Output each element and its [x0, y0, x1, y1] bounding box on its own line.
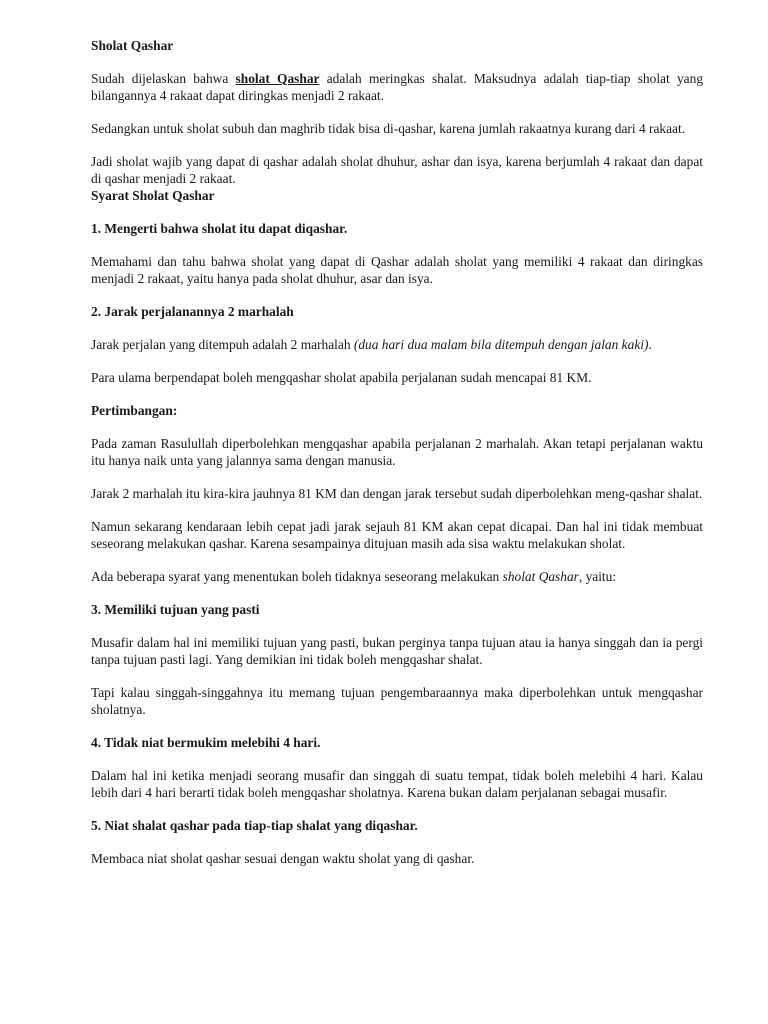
- pertimbangan-paragraph-2: Jarak 2 marhalah itu kira-kira jauhnya 81 KM dan dengan jarak tersebut sudah diperbolehkan meng-qashar shalat.: [91, 486, 703, 501]
- syarat-4-heading: 4. Tidak niat bermukim melebihi 4 hari.: [91, 735, 321, 750]
- syarat-2-body-before: Jarak perjalan yang ditempuh adalah 2 marhalah: [91, 337, 354, 352]
- paragraph-subuh: Sedangkan untuk sholat subuh dan maghrib tidak bisa di-qashar, karena jumlah rakaatnya kurang dari 4 rakaat.: [91, 121, 686, 136]
- pert-4-after: , yaitu:: [578, 569, 617, 584]
- intro-text-after: adalah meringkas shalat. Maksudnya adalah tiap-tiap sholat yang bilangannya 4 rakaat dapat diringkas menjadi 2 rakaat.: [91, 71, 704, 103]
- intro-paragraph: [91, 70, 703, 104]
- syarat-2-ulama: Para ulama berpendapat boleh mengqashar sholat apabila perjalanan sudah mencapai 81 KM.: [91, 370, 592, 385]
- syarat-heading: Syarat Sholat Qashar: [91, 188, 215, 203]
- syarat-1-heading: 1. Mengerti bahwa sholat itu dapat diqashar.: [91, 221, 348, 236]
- sholat-qashar-link[interactable]: sholat Qashar: [235, 71, 320, 86]
- syarat-3-body-1: Musafir dalam hal ini memiliki tujuan yang pasti, bukan perginya tanpa tujuan atau ia hanya singgah dan ia pergi tanpa tujuan pasti lagi. Yang demikian ini tidak boleh mengqashar shalat.: [91, 635, 703, 667]
- syarat-3-body-2: Tapi kalau singgah-singgahnya itu memang tujuan pengembaraannya maka diperbolehkan untuk mengqashar sholatnya.: [91, 685, 703, 717]
- syarat-1-body: Memahami dan tahu bahwa sholat yang dapat di Qashar adalah sholat yang memiliki 4 rakaat dan diringkas menjadi 2 rakaat, yaitu hanya pada sholat dhuhur, asar dan isya.: [91, 254, 703, 286]
- document-page: [91, 37, 703, 883]
- pertimbangan-paragraph-3: Namun sekarang kendaraan lebih cepat jadi jarak sejauh 81 KM akan cepat dicapai. Dan hal ini tidak membuat seseorang melakukan qashar. Karena sesampainya ditujuan masih ada sisa waktu melakukan sholat.: [91, 519, 703, 551]
- syarat-2-heading: 2. Jarak perjalanannya 2 marhalah: [91, 304, 294, 319]
- syarat-2-body-after: .: [648, 337, 652, 352]
- document-title: Sholat Qashar: [91, 38, 174, 53]
- paragraph-wajib: Jadi sholat wajib yang dapat di qashar adalah sholat dhuhur, ashar dan isya, karena berjumlah 4 rakaat dan dapat di qashar menjadi 2 rakaat.: [91, 154, 703, 186]
- pertimbangan-paragraph-4: [91, 568, 703, 585]
- syarat-5-body: Membaca niat sholat qashar sesuai dengan waktu sholat yang di qashar.: [91, 851, 475, 866]
- pertimbangan-paragraph-1: Pada zaman Rasulullah diperbolehkan mengqashar apabila perjalanan 2 marhalah. Akan tetapi perjalanan waktu itu hanya naik unta yang jalannya sama dengan manusia.: [91, 436, 703, 468]
- pert-4-before: Ada beberapa syarat yang menentukan boleh tidaknya seseorang melakukan: [91, 569, 503, 584]
- pertimbangan-heading: Pertimbangan:: [91, 403, 178, 418]
- syarat-4-body: Dalam hal ini ketika menjadi seorang musafir dan singgah di suatu tempat, tidak boleh melebihi 4 hari. Kalau lebih dari 4 hari berarti tidak boleh mengqashar sholatnya. Karena bukan dalam perjalanan sebagai musafir.: [91, 768, 703, 800]
- syarat-5-heading: 5. Niat shalat qashar pada tiap-tiap shalat yang diqashar.: [91, 818, 418, 833]
- pert-4-italic: sholat Qashar: [502, 569, 579, 584]
- intro-text-before: Sudah dijelaskan bahwa: [91, 71, 236, 86]
- syarat-2-body: [91, 336, 703, 353]
- syarat-3-heading: 3. Memiliki tujuan yang pasti: [91, 602, 260, 617]
- syarat-2-body-italic: (dua hari dua malam bila ditempuh dengan jalan kaki): [353, 337, 649, 352]
